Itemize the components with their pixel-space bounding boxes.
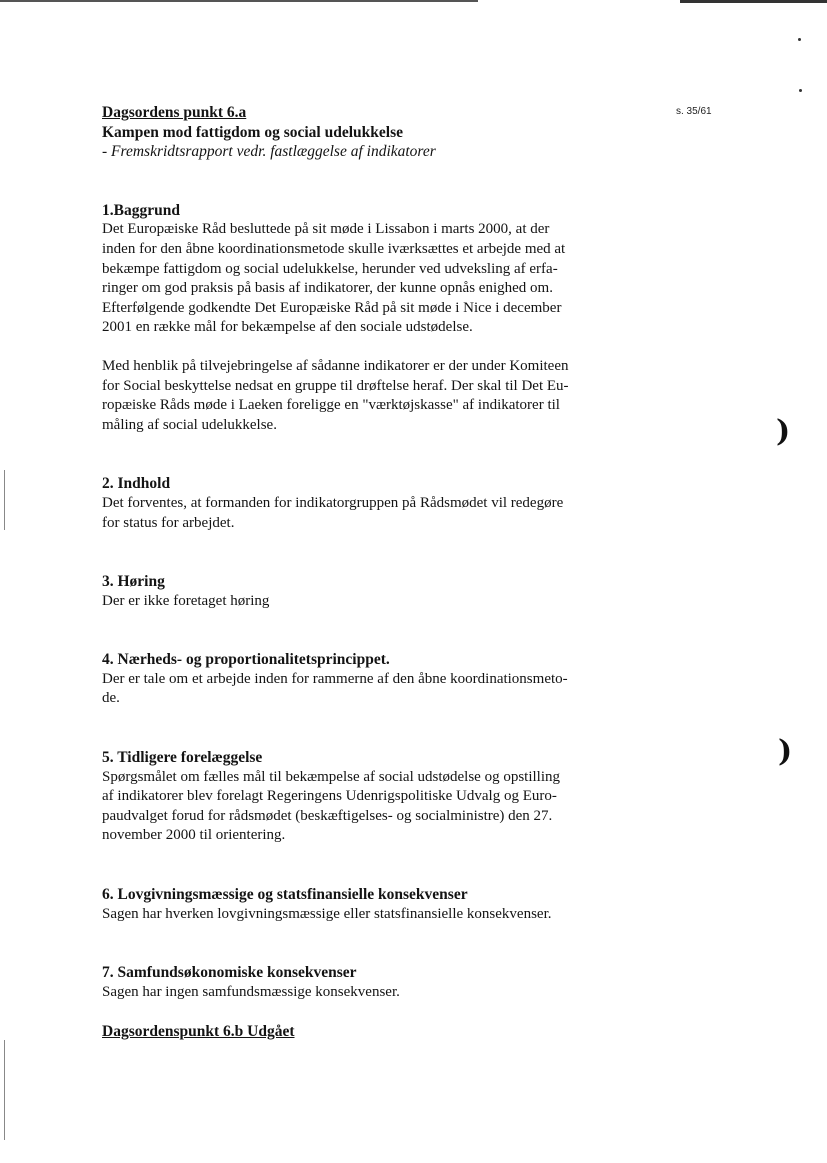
- paragraph-line: inden for den åbne koordinationsmetode skulle iværksættes et arbejde med at: [102, 240, 566, 257]
- paragraph-line: måling af social udelukkelse.: [102, 416, 277, 433]
- paragraph-line: november 2000 til orientering.: [102, 827, 286, 844]
- next-agenda-item: Dagsordenspunkt 6.b Udgået: [102, 1023, 295, 1041]
- section-heading: 2. Indhold: [102, 475, 171, 493]
- scan-speck: [799, 89, 802, 92]
- paragraph-line: paudvalget forud for rådsmødet (beskæftigelses- og socialministre) den 27.: [102, 807, 553, 824]
- paragraph-line: Det forventes, at formanden for indikatorgruppen på Rådsmødet vil redegøre: [102, 494, 564, 511]
- paragraph-line: Det Europæiske Råd besluttede på sit møde i Lissabon i marts 2000, at der: [102, 221, 550, 238]
- section-heading: 3. Høring: [102, 573, 165, 591]
- paragraph-line: for status for arbejdet.: [102, 514, 235, 531]
- section-heading: 6. Lovgivningsmæssige og statsfinansielle konsekvenser: [102, 886, 468, 904]
- paragraph-line: Med henblik på tilvejebringelse af sådanne indikatorer er der under Komiteen: [102, 357, 569, 374]
- paragraph-line: Spørgsmålet om fælles mål til bekæmpelse af social udstødelse og opstilling: [102, 768, 561, 785]
- paragraph-line: ringer om god praksis på basis af indikatorer, der kunne opnås enighed om.: [102, 280, 553, 297]
- top-rule-right: [680, 0, 827, 3]
- binder-hole-mark: ): [778, 734, 793, 769]
- agenda-item-title: Dagsordens punkt 6.a: [102, 104, 247, 121]
- scan-margin-mark: [4, 470, 5, 530]
- section-heading: 5. Tidligere forelæggelse: [102, 749, 263, 767]
- paragraph-line: Sagen har hverken lovgivningsmæssige eller statsfinansielle konsekvenser.: [102, 905, 552, 922]
- section-heading: 1.Baggrund: [102, 201, 180, 219]
- section-heading: 7. Samfundsøkonomiske konsekvenser: [102, 964, 357, 982]
- paragraph-line: af indikatorer blev forelagt Regeringens Udenrigspolitiske Udvalg og Euro-: [102, 788, 557, 805]
- top-rule-left: [0, 0, 478, 2]
- section-heading: 4. Nærheds- og proportionalitetsprincippet.: [102, 651, 390, 669]
- document-subtitle: - Fremskridtsrapport vedr. fastlæggelse af indikatorer: [102, 143, 436, 161]
- document-title: Kampen mod fattigdom og social udelukkelse: [102, 123, 403, 141]
- document-body: [102, 103, 622, 1042]
- paragraph-line: bekæmpe fattigdom og social udelukkelse, herunder ved udveksling af erfa-: [102, 260, 558, 277]
- paragraph-line: ropæiske Råds møde i Laeken foreligge en "værktøjskasse" af indikatorer til: [102, 397, 560, 414]
- paragraph-line: 2001 en række mål for bekæmpelse af den sociale udstødelse.: [102, 319, 473, 336]
- paragraph-line: Der er ikke foretaget høring: [102, 592, 270, 609]
- paragraph-line: Efterfølgende godkendte Det Europæiske Råd på sit møde i Nice i december: [102, 299, 562, 316]
- page-reference: s. 35/61: [676, 106, 712, 117]
- paragraph-line: de.: [102, 690, 120, 707]
- paragraph-line: Sagen har ingen samfundsmæssige konsekvenser.: [102, 983, 400, 1000]
- scan-speck: [798, 38, 801, 41]
- binder-hole-mark: ): [776, 414, 791, 449]
- paragraph-line: Der er tale om et arbejde inden for rammerne af den åbne koordinationsmeto-: [102, 670, 568, 687]
- scan-margin-mark: [4, 1040, 5, 1140]
- paragraph-line: for Social beskyttelse nedsat en gruppe til drøftelse heraf. Der skal til Det Eu-: [102, 377, 569, 394]
